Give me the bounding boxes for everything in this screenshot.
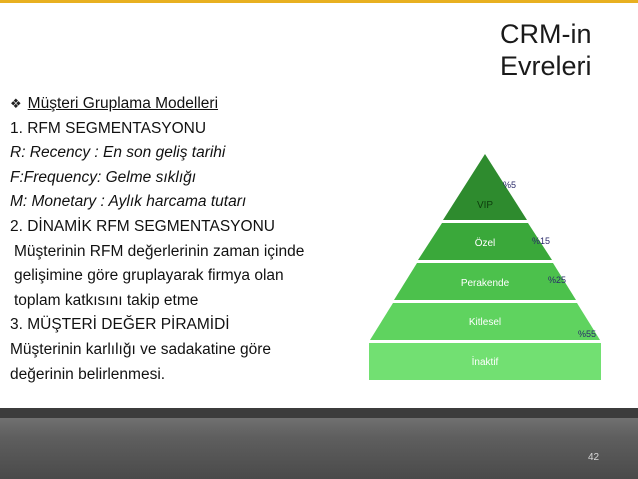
tier-label-inaktif: İnaktif (471, 357, 499, 368)
tier-percent-vip: %5 (503, 180, 517, 190)
body-line-dynamic-rfm: 2. DİNAMİK RFM SEGMENTASYONU (10, 217, 275, 235)
diamond-bullet-icon: ❖ (10, 96, 22, 111)
body-line-frequency: F:Frequency: Gelme sıklığı (10, 168, 197, 186)
body-line-recency: R: Recency : En son geliş tarihi (10, 144, 226, 162)
tier-percent-ozel: %15 (532, 236, 551, 246)
body-line-dynamic-desc-2: gelişimine göre gruplayarak firmya olan (14, 267, 284, 285)
tier-label-vip: VIP (476, 200, 494, 211)
tier-label-perakende: Perakende (460, 278, 510, 289)
top-accent-rule (0, 0, 638, 3)
footer-bar (0, 408, 638, 479)
body-line-pyramid-desc-1: Müşterinin karlılığı ve sadakatine göre (10, 340, 272, 358)
body-line-pyramid-desc-2: değerinin belirlenmesi. (10, 365, 166, 383)
tier-label-ozel: Özel (474, 238, 496, 249)
title-line-2: Evreleri (500, 51, 592, 81)
tier-label-kitlesel: Kitlesel (468, 317, 502, 328)
pyramid-graphic (364, 148, 606, 388)
tier-percent-inaktif: %55 (578, 329, 597, 339)
body-line-monetary: M: Monetary : Aylık harcama tutarı (10, 193, 247, 211)
section-heading (10, 92, 370, 117)
page-number: 42 (588, 452, 600, 463)
body-line-rfm: 1. RFM SEGMENTASYONU (10, 119, 207, 137)
body-line-dynamic-desc-3: toplam katkısını takip etme (14, 291, 199, 309)
tier-percent-perakende: %25 (548, 275, 567, 285)
body-line-dynamic-desc-1: Müşterinin RFM değerlerinin zaman içinde (14, 242, 305, 260)
slide-title (500, 18, 630, 82)
slide-body (10, 92, 370, 387)
title-line-1: CRM-in (500, 19, 592, 49)
customer-value-pyramid (364, 148, 606, 388)
body-line-value-pyramid: 3. MÜŞTERİ DEĞER PİRAMİDİ (10, 316, 230, 334)
heading-text: Müşteri Gruplama Modelleri (27, 95, 219, 112)
